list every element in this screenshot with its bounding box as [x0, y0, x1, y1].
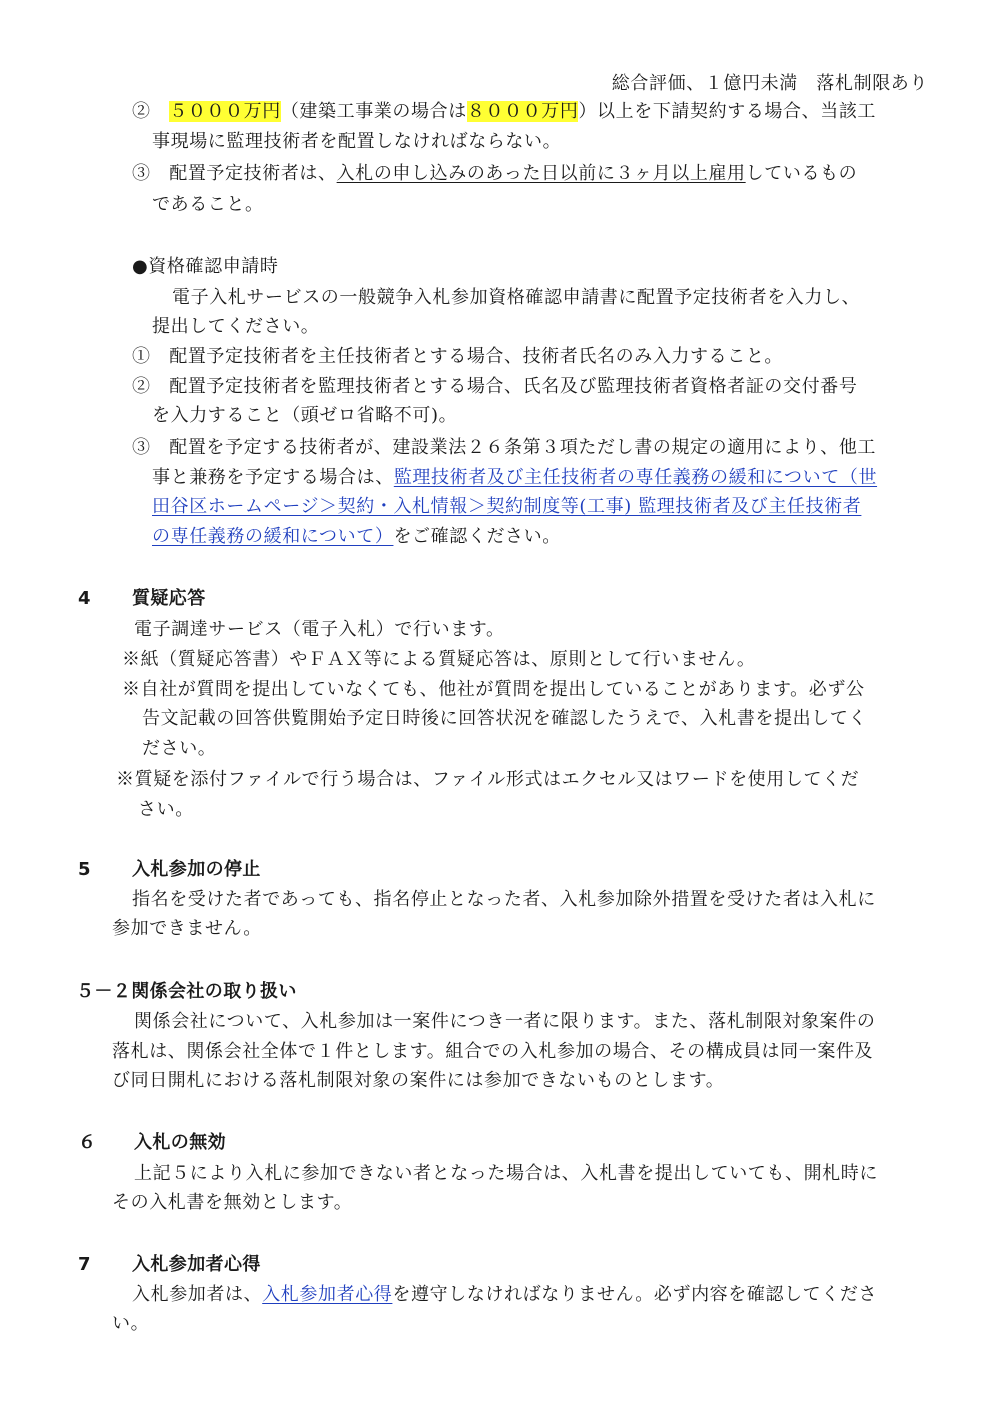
section-4-note3-line2: さい。 [138, 799, 194, 820]
section-5-number: 5 [78, 859, 91, 880]
item-number: ③ [132, 163, 151, 184]
qualification-item-3-line1 [132, 435, 876, 461]
item-text: ）以上を下請契約する場合、当該工 [578, 101, 877, 122]
qualification-item-3-line2 [152, 465, 877, 491]
section-4-line1: 電子調達サービス（電子入札）で行います。 [134, 619, 505, 640]
item-2-top-line2: 事現場に監理技術者を配置しなければならない。 [152, 131, 562, 152]
qualification-item-2-line1 [132, 374, 857, 400]
item-2-top-line1 [132, 99, 876, 125]
qualification-item-2-line2: を入力すること（頭ゼロ省略不可)。 [152, 405, 458, 426]
qualification-intro-line2: 提出してください。 [152, 316, 320, 337]
section-4-note3-line1: ※質疑を添付ファイルで行う場合は、ファイル形式はエクセル又はワードを使用してくだ [116, 769, 860, 790]
item-text: 配置予定技術者は、 [169, 163, 337, 184]
item-3-top-line1 [132, 161, 857, 187]
section-5-2-line1: 関係会社について、入札参加は一案件につき一者に限ります。また、落札制限対象案件の [134, 1011, 876, 1032]
item-number: ② [132, 376, 151, 397]
section-4-note2-line1: ※自社が質問を提出していなくても、他社が質問を提出していることがあります。必ず公 [122, 679, 865, 700]
section-7-title: 入札参加者心得 [132, 1254, 261, 1275]
qualification-item-1 [132, 344, 783, 370]
item-text: 配置を予定する技術者が、建設業法２６条第３項ただし書の規定の適用により、他工 [169, 437, 877, 458]
item-text: を遵守しなければなりません。必ず内容を確認してくださ [392, 1284, 878, 1305]
section-6-number: ６ [78, 1132, 97, 1153]
qualification-intro-line1: 電子入札サービスの一般競争入札参加資格確認申請書に配置予定技術者を入力し、 [172, 287, 861, 308]
page-header: 総合評価、１億円未満 落札制限あり [611, 73, 928, 94]
qualification-heading: ●資格確認申請時 [132, 256, 279, 277]
item-text: 配置予定技術者を監理技術者とする場合、氏名及び監理技術者資格者証の交付番号 [169, 376, 858, 397]
item-number: ① [132, 346, 151, 367]
qualification-item-3-line4 [152, 524, 561, 550]
section-5-title: 入札参加の停止 [132, 859, 261, 880]
section-4-note2-line2: 告文記載の回答供覧開始予定日時後に回答状況を確認したうえで、入札書を提出してく [142, 708, 868, 729]
mitigation-link-part3[interactable]: の専任義務の緩和について） [152, 526, 394, 547]
section-5-2-line3: び同日開札における落札制限対象の案件には参加できないものとします。 [112, 1070, 725, 1091]
item-number: ③ [132, 437, 151, 458]
highlight-amount-2: ８０００万円 [466, 101, 579, 122]
highlight-amount-1: ５０００万円 [169, 101, 281, 122]
item-3-top-line2: であること。 [152, 194, 264, 215]
underlined-requirement: 入札の申し込みのあった日以前に３ヶ月以上雇用 [336, 163, 746, 184]
section-7-number: 7 [78, 1254, 91, 1275]
bidder-guidelines-link[interactable]: 入札参加者心得 [262, 1284, 393, 1305]
item-text: （建築工事業の場合は [280, 101, 467, 122]
mitigation-link-part1[interactable]: 監理技術者及び主任技術者の専任義務の緩和について（世 [393, 467, 878, 488]
section-5-2-line2: 落札は、関係会社全体で１件とします。組合での入札参加の場合、その構成員は同一案件及 [112, 1041, 874, 1062]
section-5-line2: 参加できません。 [112, 918, 262, 939]
mitigation-link-part2[interactable]: 田谷区ホームページ＞契約・入札情報＞契約制度等(工事) 監理技術者及び主任技術者 [152, 496, 862, 517]
item-number: ② [132, 101, 151, 122]
section-6-line2: その入札書を無効とします。 [112, 1192, 353, 1213]
section-4-title: 質疑応答 [132, 588, 206, 609]
section-4-number: 4 [78, 588, 91, 609]
section-5-2-title: ５－２関係会社の取り扱い [76, 981, 297, 1002]
item-text: 配置予定技術者を主任技術者とする場合、技術者氏名のみ入力すること。 [169, 346, 784, 367]
section-6-title: 入札の無効 [134, 1132, 226, 1153]
section-7-line1 [132, 1282, 877, 1308]
section-6-line1: 上記５により入札に参加できない者となった場合は、入札書を提出していても、開札時に [134, 1163, 878, 1184]
section-4-note2-line3: ださい。 [142, 738, 217, 759]
item-text: をご確認ください。 [393, 526, 561, 547]
item-text: 入札参加者は、 [132, 1284, 263, 1305]
item-text: しているもの [745, 163, 858, 184]
section-5-line1: 指名を受けた者であっても、指名停止となった者、入札参加除外措置を受けた者は入札に [132, 889, 876, 910]
section-4-note1: ※紙（質疑応答書）やＦＡＸ等による質疑応答は、原則として行いません。 [122, 649, 756, 670]
qualification-item-3-line3 [152, 494, 861, 520]
section-7-line2: い。 [112, 1313, 150, 1334]
item-text: 事と兼務を予定する場合は、 [152, 467, 394, 488]
